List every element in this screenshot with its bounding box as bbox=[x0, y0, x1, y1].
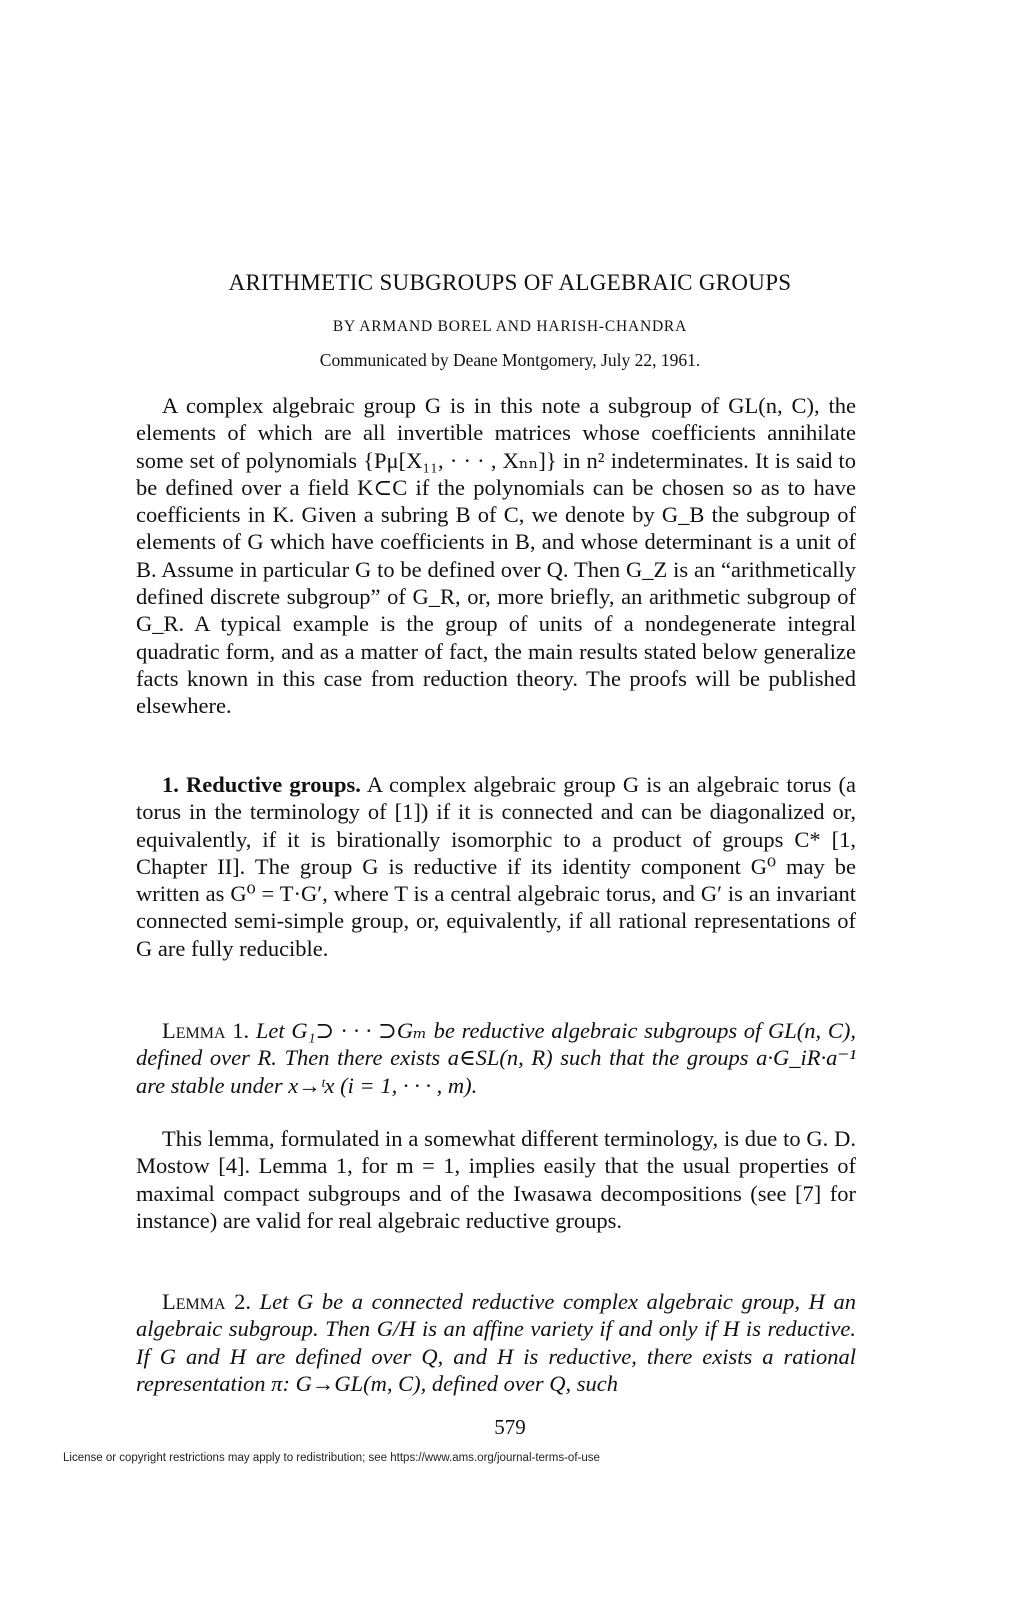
article-authors: BY ARMAND BOREL AND HARISH-CHANDRA bbox=[332, 318, 688, 335]
page-number: 579 bbox=[494, 1415, 526, 1439]
mostow-paragraph: This lemma, formulated in a somewhat different terminology, is due to G. D. Mostow [4]. Lemma 1, for m = 1, implies easily that the usual properties of maximal compact subgroups and of the Iwasawa decompositions (see [7] for instance) are valid for real algebraic reductive groups. bbox=[136, 1126, 856, 1233]
article-title: ARITHMETIC SUBGROUPS OF ALGEBRAIC GROUPS bbox=[228, 270, 792, 295]
lemma-1-statement: Let G₁⊃ · · · ⊃Gₘ be reductive algebraic subgroups of GL(n, C), defined over R. Then there exists a∈SL(n, R) such that the groups a·G_iR·a⁻¹ are stable under x→ᵗx (i = 1, · · · , m). bbox=[136, 1018, 857, 1098]
lemma-1-label: Lemma 1. bbox=[162, 1018, 250, 1043]
lemma-1 bbox=[136, 1017, 856, 1099]
section-heading: 1. Reductive groups. bbox=[162, 772, 361, 797]
lemma-2 bbox=[136, 1288, 856, 1397]
communicated-line: Communicated by Deane Montgomery, July 22, 1961. bbox=[319, 350, 701, 370]
intro-paragraph: A complex algebraic group G is in this note a subgroup of GL(n, C), the elements of which are all invertible matrices whose coefficients annihilate some set of polynomials {Pμ[X₁₁, · · · , Xₙₙ]} in n² indeterminates. It is said to be defined over a field K⊂C if the polynomials can be chosen so as to have coefficients in K. Given a subring B of C, we denote by G_B the subgroup of elements of G which have coefficients in B, and whose determinant is a unit of B. Assume in particular G to be defined over Q. Then G_Z is an “arithmetically defined discrete subgroup” of G_R, or, more briefly, an arithmetic subgroup of G_R. A typical example is the group of units of a nondegenerate integral quadratic form, and as a matter of fact, the main results stated below generalize facts known in this case from reduction theory. The proofs will be published elsewhere. bbox=[136, 393, 856, 719]
section-reductive-groups bbox=[136, 771, 856, 962]
section-body: A complex algebraic group G is an algebraic torus (a torus in the terminology of [1]) if it is connected and can be diagonalized or, equivalently, if it is birationally isomorphic to a product of groups C* [1, Chapter II]. The group G is reductive if its identity component G⁰ may be written as G⁰ = T·G′, where T is a central algebraic torus, and G′ is an invariant connected semi-simple group, or, equivalently, if all rational representations of G are fully reducible. bbox=[136, 772, 857, 961]
lemma-2-label: Lemma 2. bbox=[162, 1289, 252, 1314]
lemma-2-statement: Let G be a connected reductive complex algebraic group, H an algebraic subgroup. Then G/H is an affine variety if and only if H is reductive. If G and H are defined over Q, and H is reductive, there exists a rational representation π: G→GL(m, C), defined over Q, such bbox=[136, 1289, 857, 1396]
license-notice: License or copyright restrictions may apply to redistribution; see https://www.ams.org/journal-terms-of-use bbox=[63, 1452, 600, 1464]
